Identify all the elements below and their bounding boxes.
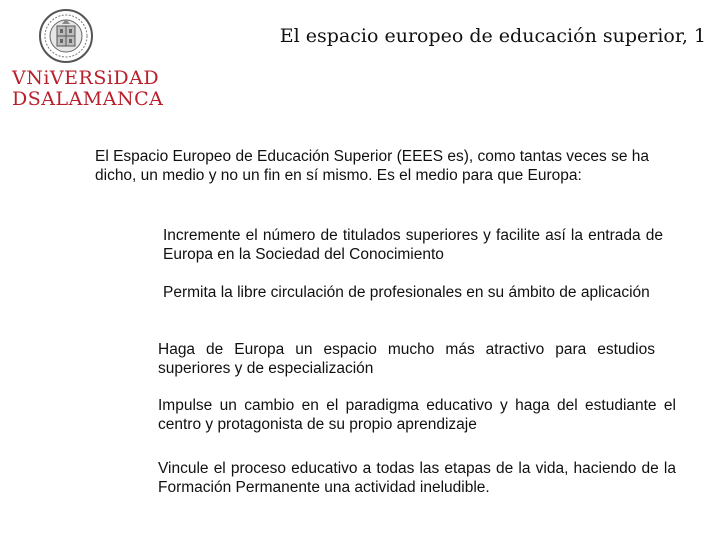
university-logo-text bbox=[12, 68, 163, 110]
slide-title: El espacio europeo de educación superior, 1 bbox=[279, 25, 706, 47]
logo-line-2: DSALAMANCA bbox=[12, 88, 164, 110]
university-seal-icon bbox=[38, 8, 94, 64]
list-item: Permita la libre circulación de profesionales en su ámbito de aplicación bbox=[163, 284, 650, 301]
list-item: Vincule el proceso educativo a todas las etapas de la vida, haciendo de la Formación Permanente una actividad ineludible. bbox=[158, 460, 676, 496]
list-item: Incremente el número de titulados superiores y facilite así la entrada de Europa en la Sociedad del Conocimiento bbox=[163, 227, 663, 263]
intro-paragraph: El Espacio Europeo de Educación Superior (EEES es), como tantas veces se ha dicho, un medio y no un fin en sí mismo. Es el medio para que Europa: bbox=[95, 148, 649, 184]
list-item: Impulse un cambio en el paradigma educativo y haga del estudiante el centro y protagonista de su propio aprendizaje bbox=[158, 397, 676, 433]
logo-line-1: VNiVERSiDAD bbox=[12, 67, 160, 89]
list-item: Haga de Europa un espacio mucho más atractivo para estudios superiores y de especialización bbox=[158, 341, 655, 377]
